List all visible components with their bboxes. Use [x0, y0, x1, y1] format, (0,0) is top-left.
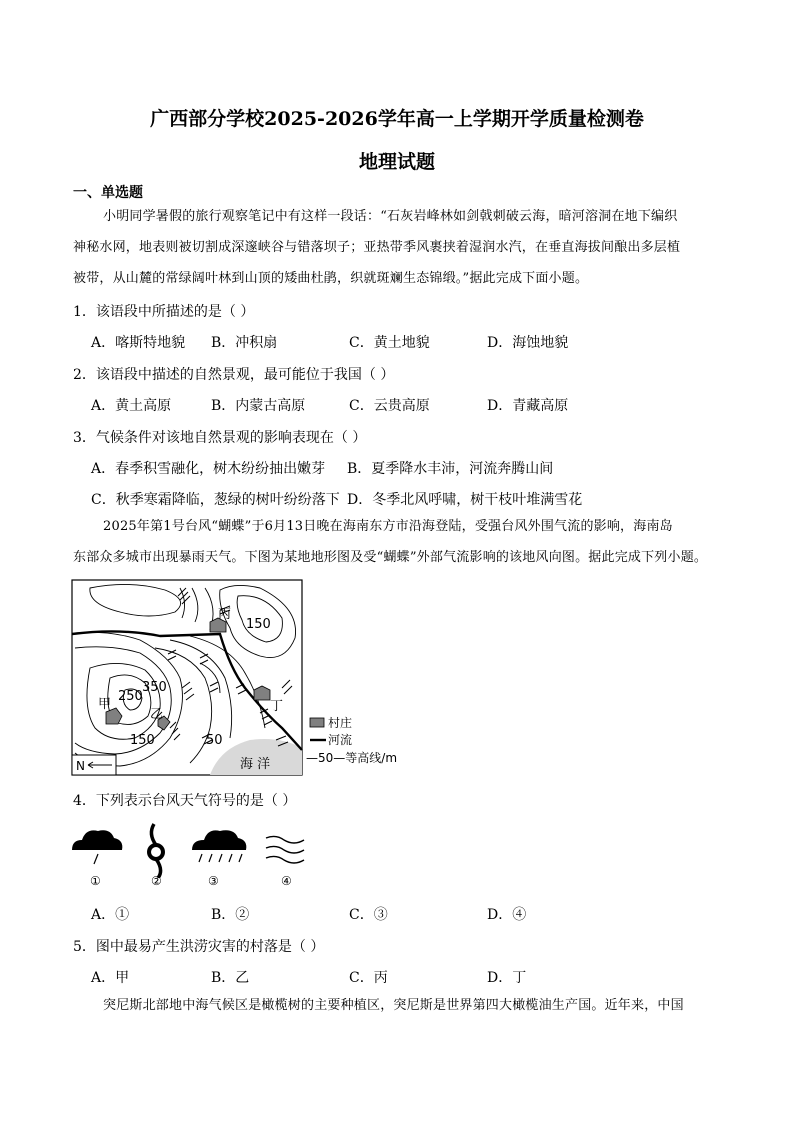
question-1-stem: 1．该语段中所描述的是（ ） — [73, 304, 255, 320]
q4-option-a: A．① — [91, 907, 130, 923]
q5-option-a: A．甲 — [91, 970, 130, 986]
village-yi-label: 乙 — [150, 707, 164, 722]
legend-village-swatch — [310, 718, 324, 727]
passage-line: 东部众多城市出现暴雨天气。下图为某地地形图及受“蝴蝶”外部气流影响的该地风向图。据此完成下列小题。 — [73, 550, 708, 565]
symbol-1-rain-icon — [72, 830, 122, 864]
symbol-label-3: ③ — [208, 874, 219, 888]
q2-option-c: C．云贵高原 — [349, 398, 430, 414]
legend-village-label: 村庄 — [328, 716, 353, 730]
question-5-stem: 5．图中最易产生洪涝灾害的村落是（ ） — [73, 939, 325, 955]
page-title: 广西部分学校2025-2026学年高一上学期开学质量检测卷 — [150, 108, 644, 130]
question-4-stem: 4．下列表示台风天气符号的是（ ） — [73, 793, 297, 809]
passage-line: 神秘水网，地表则被切割成深邃峡谷与错落坝子；亚热带季风裹挟着湿润水汽，在垂直海拔间酿出多层植 — [73, 240, 681, 255]
symbol-4-wind-icon — [266, 836, 304, 863]
q2-option-d: D．青藏高原 — [487, 398, 569, 414]
q3-option-a: A．春季积雪融化，树木纷纷抽出嫩芽 — [91, 461, 326, 477]
q2-option-b: B．内蒙古高原 — [211, 398, 306, 414]
q3-option-d: D．冬季北风呼啸，树干枝叶堆满雪花 — [347, 492, 583, 508]
q1-option-a: A．喀斯特地貌 — [91, 335, 186, 351]
symbol-label-4: ④ — [281, 874, 292, 888]
symbol-2-typhoon-icon — [149, 824, 163, 878]
section-heading: 一、单选题 — [73, 185, 143, 201]
north-label: N — [76, 759, 85, 773]
q4-option-d: D．④ — [487, 907, 527, 923]
q5-option-d: D．丁 — [487, 970, 527, 986]
question-2-stem: 2．该语段中描述的自然景观，最可能位于我国（ ） — [73, 367, 395, 383]
q5-option-b: B．乙 — [211, 970, 250, 986]
page-subtitle: 地理试题 — [358, 151, 435, 173]
symbol-label-2: ② — [151, 874, 162, 888]
q1-option-b: B．冲积扇 — [211, 335, 278, 351]
q2-option-a: A．黄土高原 — [91, 398, 172, 414]
symbol-3-heavy-rain-icon — [192, 830, 246, 862]
village-jia-label: 甲 — [98, 697, 112, 712]
passage-3 — [73, 990, 723, 1021]
contour-label-150: 150 — [246, 617, 271, 632]
legend-river-label: 河流 — [328, 733, 353, 747]
weather-symbols — [70, 822, 330, 878]
q3-option-c: C．秋季寒霜降临，葱绿的树叶纷纷落下 — [91, 492, 340, 508]
contour-label-50: 50 — [206, 733, 223, 748]
q1-option-c: C．黄土地貌 — [349, 335, 430, 351]
terrain-wind-map — [70, 578, 400, 778]
passage-1 — [73, 201, 723, 294]
passage-2 — [73, 511, 723, 573]
sea-label: 海 洋 — [240, 757, 271, 772]
contour-label-150b: 150 — [130, 733, 155, 748]
legend-contour-label: —50—等高线/m — [306, 751, 398, 765]
village-bing-label: 丙 — [218, 607, 232, 622]
passage-line: 小明同学暑假的旅行观察笔记中有这样一段话：“石灰岩峰林如剑戟刺破云海，暗河溶洞在地下编织 — [103, 209, 678, 224]
q3-option-b: B．夏季降水丰沛，河流奔腾山间 — [347, 461, 554, 477]
q4-option-c: C．③ — [349, 907, 388, 923]
village-ding-label: 丁 — [270, 699, 284, 714]
contour-label-250: 250 — [118, 689, 143, 704]
contour-label-350: 350 — [142, 680, 167, 695]
q1-option-d: D．海蚀地貌 — [487, 335, 569, 351]
question-3-stem: 3．气候条件对该地自然景观的影响表现在（ ） — [73, 430, 367, 446]
q5-option-c: C．丙 — [349, 970, 388, 986]
passage-line: 2025年第1号台风“蝴蝶”于6月13日晚在海南东方市沿海登陆，受强台风外围气流的影响，海南岛 — [103, 519, 673, 534]
passage-line: 突尼斯北部地中海气候区是橄榄树的主要种植区，突尼斯是世界第四大橄榄油生产国。近年来，中国 — [103, 998, 684, 1013]
symbol-label-1: ① — [90, 874, 101, 888]
passage-line: 被带，从山麓的常绿阔叶林到山顶的矮曲杜鹃，织就斑斓生态锦缎。”据此完成下面小题。 — [73, 271, 589, 286]
q4-option-b: B．② — [211, 907, 250, 923]
